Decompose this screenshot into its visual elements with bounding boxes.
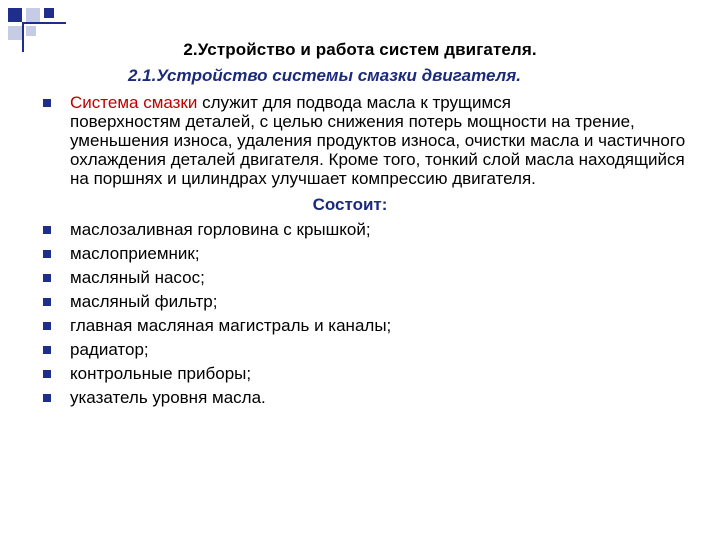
bullet-icon xyxy=(43,99,51,107)
deco-square xyxy=(8,26,22,40)
deco-square xyxy=(8,8,22,22)
slide-title: 2.Устройство и работа систем двигателя. xyxy=(183,40,537,59)
bullet-icon xyxy=(43,226,51,234)
bullet-icon xyxy=(43,346,51,354)
slide-subtitle: 2.1.Устройство системы смазки двигателя. xyxy=(128,66,521,85)
list-item xyxy=(40,268,700,287)
list-item xyxy=(40,340,700,359)
deco-square xyxy=(26,8,40,22)
list-item-label: указатель уровня масла. xyxy=(70,388,266,407)
list-item xyxy=(40,316,700,335)
bullet-icon xyxy=(43,298,51,306)
list-item-label: маслоприемник; xyxy=(70,244,200,263)
component-list xyxy=(40,220,700,407)
list-item-label: главная масляная магистраль и каналы; xyxy=(70,316,392,335)
deco-square xyxy=(44,8,54,18)
content xyxy=(40,93,700,412)
bullet-icon xyxy=(43,274,51,282)
intro-paragraph xyxy=(40,93,700,188)
consists-label: Состоит: xyxy=(312,195,388,214)
intro-highlight: Система смазки xyxy=(70,93,198,112)
deco-square xyxy=(26,26,36,36)
intro-text-line1: служит для подвода масла к трущимся xyxy=(197,93,511,112)
bullet-icon xyxy=(43,250,51,258)
list-item xyxy=(40,244,700,263)
intro-text-rest: поверхностям деталей, с целью снижения потерь мощности на трение, уменьшения износа, удаления продуктов износа, очистки масла и частичного охлаждения деталей двигателя. Кроме того, тонкий слой масла находящийся на поршнях и цилиндрах улучшает компрессию двигателя. xyxy=(70,112,686,188)
list-item-label: контрольные приборы; xyxy=(70,364,252,383)
list-item xyxy=(40,364,700,383)
list-item xyxy=(40,220,700,239)
list-item xyxy=(40,292,700,311)
list-item xyxy=(40,388,700,407)
bullet-icon xyxy=(43,394,51,402)
bullet-icon xyxy=(43,370,51,378)
deco-line xyxy=(22,22,66,24)
list-item-label: радиатор; xyxy=(70,340,149,359)
list-item-label: масляный насос; xyxy=(70,268,205,287)
list-item-label: маслозаливная горловина с крышкой; xyxy=(70,220,371,239)
bullet-icon xyxy=(43,322,51,330)
list-item-label: масляный фильтр; xyxy=(70,292,218,311)
